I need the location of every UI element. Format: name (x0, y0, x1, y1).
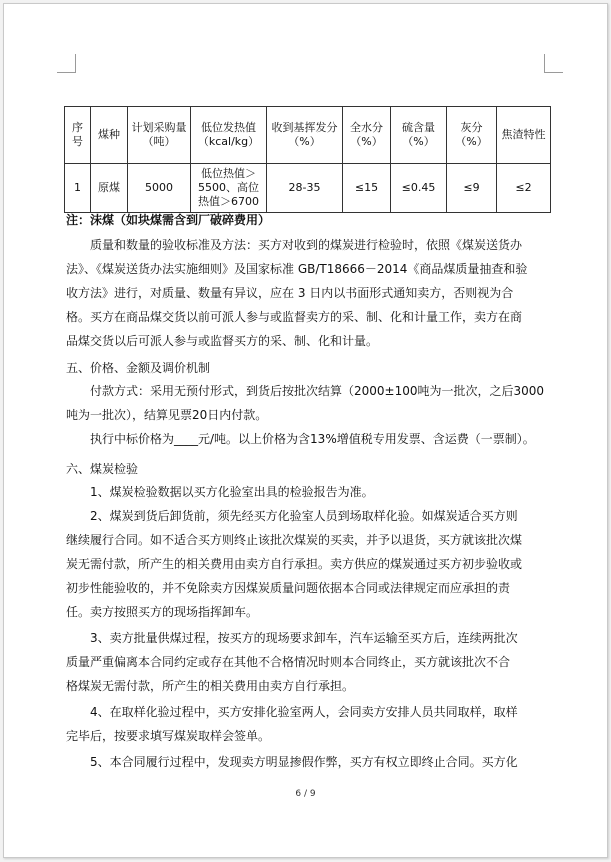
table-cell: 低位热值＞5500、高位热值＞6700 (191, 164, 267, 213)
price-line: 执行中标价格为____元/吨。以上价格为含13%增值税专用发票、含运费（一票制）。 (66, 432, 535, 446)
quality-paragraph-line: 法》、《煤炭送货办法实施细则》及国家标准 GB/T18666－2014《商品煤质量抽查和验 (66, 262, 528, 276)
inspection-item-2-line: 任。卖方按照买方的现场指挥卸车。 (66, 605, 259, 619)
section6-heading: 六、煤炭检验 (66, 462, 139, 476)
inspection-item-1: 1、煤炭检验数据以买方化验室出具的检验报告为准。 (66, 485, 374, 499)
table-cell: 28-35 (267, 164, 343, 213)
inspection-item-4-line: 4、在取样化验过程中，买方安排化验室两人，会同卖方安排人员共同取样，取样 (66, 705, 518, 719)
inspection-item-2-line: 继续履行合同。如不适合买方则终止该批次煤炭的买卖，并予以退货，买方就该批次煤 (66, 533, 523, 547)
inspection-item-3-line: 格煤炭无需付款，所产生的相关费用由卖方自行承担。 (66, 679, 355, 693)
payment-line: 吨为一批次），结算见票20日内付款。 (66, 408, 268, 422)
table-cell: 1 (65, 164, 91, 213)
header-cell: 焦渣特性 (497, 107, 551, 164)
inspection-item-2-line: 初步性能验收的，并不免除卖方因煤炭质量问题依据本合同或法律规定而应承担的责 (66, 581, 511, 595)
crop-mark-top-right (544, 54, 563, 73)
inspection-item-2-line: 2、煤炭到货后卸货前，须先经买方化验室人员到场取样化验。如煤炭适合买方则 (66, 509, 518, 523)
header-cell: 收到基挥发分（%） (267, 107, 343, 164)
table-cell: ≤2 (497, 164, 551, 213)
inspection-item-3-line: 质量严重偏离本合同约定或存在其他不合格情况时则本合同终止，买方就该批次不合 (66, 655, 511, 669)
header-cell: 煤种 (91, 107, 128, 164)
inspection-item-2-line: 炭无需付款，所产生的相关费用由卖方自行承担。卖方供应的煤炭通过买方初步验收或 (66, 557, 523, 571)
header-cell: 低位发热值（kcal/kg） (191, 107, 267, 164)
table-cell: 原煤 (91, 164, 128, 213)
header-cell: 全水分（%） (343, 107, 391, 164)
inspection-item-5: 5、本合同履行过程中，发现卖方明显掺假作弊，买方有权立即终止合同。买方化 (66, 755, 518, 769)
table-row (65, 164, 551, 213)
table-note: 注：沫煤（如块煤需含到厂破碎费用） (66, 213, 271, 227)
inspection-item-4-line: 完毕后，按要求填写煤炭取样会签单。 (66, 729, 271, 743)
table-cell: ≤15 (343, 164, 391, 213)
header-cell: 灰分（%） (447, 107, 497, 164)
header-cell: 计划采购量（吨） (128, 107, 191, 164)
table-header-row (65, 107, 551, 164)
table-cell: ≤0.45 (391, 164, 447, 213)
page-number: 6 / 9 (295, 789, 316, 799)
inspection-item-3-line: 3、卖方批量供煤过程，按买方的现场要求卸车，汽车运输至买方后，连续两批次 (66, 631, 518, 645)
table-cell: ≤9 (447, 164, 497, 213)
quality-paragraph-line: 质量和数量的验收标准及方法：买方对收到的煤炭进行检验时，依照《煤炭送货办 (66, 238, 523, 252)
header-cell: 硫含量（%） (391, 107, 447, 164)
section5-heading: 五、价格、金额及调价机制 (66, 361, 211, 375)
crop-mark-top-left (57, 54, 76, 73)
payment-line: 付款方式：采用无预付形式，到货后按批次结算（2000±100吨为一批次，之后3000 (66, 384, 545, 398)
quality-paragraph-line: 品煤交货以后可派人参与或监督买方的采、制、化和计量。 (66, 334, 379, 348)
header-cell: 序号 (65, 107, 91, 164)
table-cell: 5000 (128, 164, 191, 213)
quality-paragraph-line: 格。买方在商品煤交货以前可派人参与或监督卖方的采、制、化和计量工作，卖方在商 (66, 310, 523, 324)
document-page (3, 3, 608, 858)
coal-spec-table (64, 106, 551, 213)
quality-paragraph-line: 收方法》进行，对质量、数量有异议，应在 3 日内以书面形式通知卖方，否则视为合 (66, 286, 514, 300)
